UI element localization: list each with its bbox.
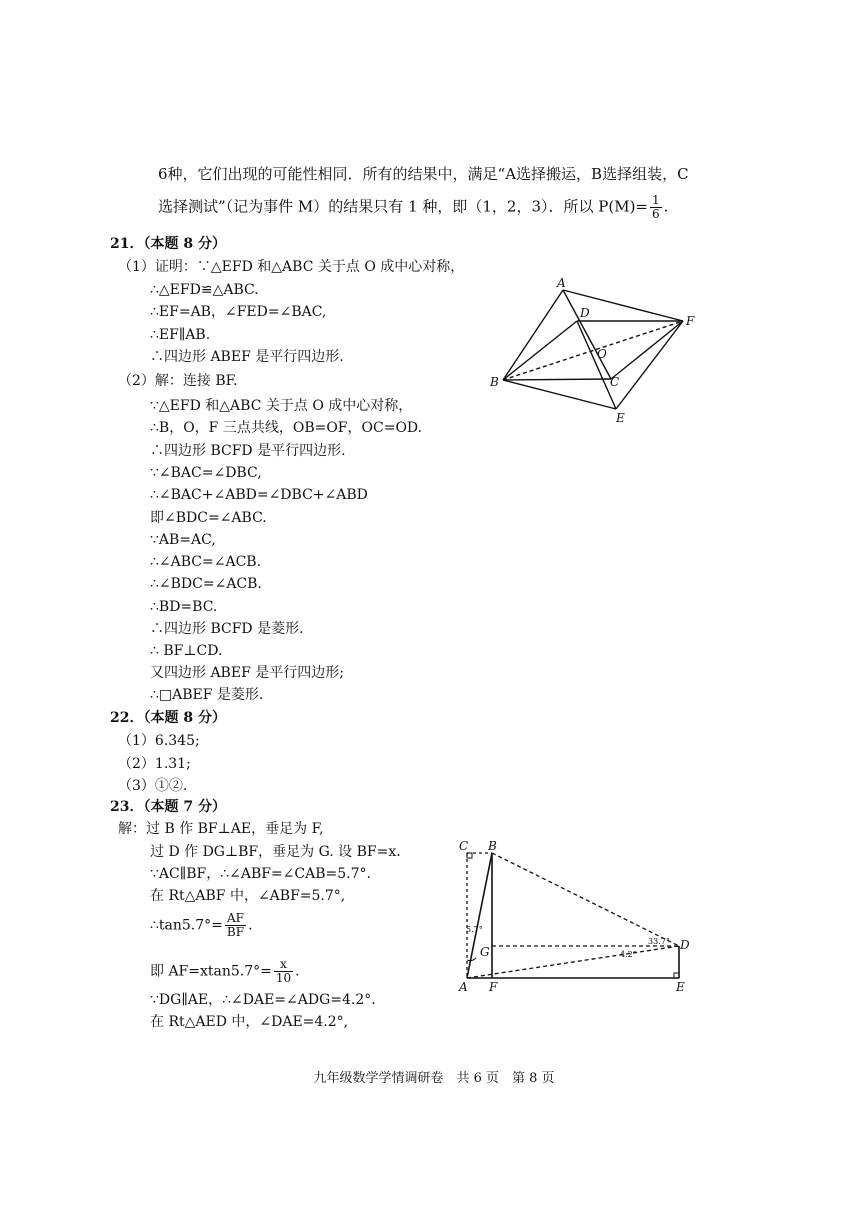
tan-fraction [225,912,246,939]
label-g: G [480,945,490,959]
segment-ad-dashed [467,946,679,978]
q21-line: （2）解：连接 BF. [118,373,238,389]
q21-header: 21．（本题 8 分） [110,236,226,252]
intro-line-2-text: 选择测试”（记为事件 M）的结果只有 1 种，即（1，2，3）．所以 P(M)= [158,197,649,216]
q23-tan-text: ∴tan5.7°= [150,917,223,934]
right-angle-c [467,853,472,858]
label-a: A [459,980,468,994]
intro-line-2-end: . [663,197,669,216]
fraction-denominator: 10 [275,971,292,985]
segment-ab [503,290,563,380]
q21-geometry-figure [480,270,710,430]
fraction-numerator: 1 [652,193,660,207]
q23-line: 过 D 作 DG⊥BF，垂足为 G. 设 BF=x. [150,844,401,860]
fraction-denominator: BF [226,925,245,939]
label-d: D [680,938,690,952]
q21-line: ∴BD=BC. [150,599,218,615]
q21-line: ∴∠BDC=∠ACB. [150,576,262,592]
af-fraction [274,958,293,985]
segment-bd [503,321,577,380]
q22-header: 22．（本题 8 分） [110,710,226,726]
q23-line-af [150,958,300,985]
q21-line: ∵AB=AC, [150,532,216,548]
fraction-numerator: AF [225,912,246,926]
fraction-denominator: 6 [652,207,660,221]
label-o: O [597,347,607,361]
segment-ab [467,853,492,978]
q22-answer: （1）6.345; [118,733,200,749]
intro-line-2 [158,194,668,221]
segment-bf-dashed [503,321,683,380]
segment-ef [616,321,683,409]
segment-cf [611,321,683,379]
q23-header: 23．（本题 7 分） [110,799,226,815]
q23-geometry-figure [450,832,700,997]
q22-answer: （3）①②. [118,778,188,794]
segment-be [503,380,616,409]
label-e: E [676,980,685,994]
q21-line: ∴△EFD≌△ABC. [150,282,259,298]
segment-bd-dashed [492,853,679,946]
q21-line: （1）证明：∵△EFD 和△ABC 关于点 O 成中心对称， [118,259,465,275]
label-b: B [488,839,497,853]
q23-line-tan [150,912,253,939]
q23-line: 在 Rt△ABF 中，∠ABF=5.7°, [150,888,346,904]
q21-line: ∴EF∥AB. [150,327,211,343]
q21-line: ∴∠ABC=∠ACB. [150,554,262,570]
q21-line: ∴□ABEF 是菱形. [150,687,264,703]
q21-line: 即∠BDC=∠ABC. [150,510,267,526]
q23-line: 解：过 B 作 BF⊥AE，垂足为 F, [118,821,324,837]
intro-line-1: 6种，它们出现的可能性相同．所有的结果中，满足“A选择搬运，B选择组装，C [158,165,689,183]
q21-line: ∴四边形 BCFD 是平行四边形. [150,443,346,459]
q21-line: ∴EF=AB，∠FED=∠BAC, [150,304,327,320]
q21-line: ∴B，O，F 三点共线，OB=OF，OC=OD. [150,420,423,436]
page-footer: 九年级数学学情调研卷 共 6 页 第 8 页 [313,1071,555,1086]
probability-fraction [650,194,662,221]
label-f: F [686,314,695,328]
q23-tan-end: . [248,917,253,934]
segment-ac [563,290,611,379]
angle-label-4-2: 4.2° [620,950,637,959]
label-c: C [459,839,469,853]
label-a: A [557,276,566,290]
q21-line: ∴四边形 ABEF 是平行四边形. [150,349,344,365]
label-c: C [610,375,620,389]
label-e: E [616,411,625,425]
q23-line: ∵DG∥AE，∴∠DAE=∠ADG=4.2°. [150,992,376,1008]
q21-line: ∵△EFD 和△ABC 关于点 O 成中心对称， [150,398,413,414]
angle-label-33-7: 33.7° [648,937,670,946]
label-f: F [489,980,498,994]
q21-line: 又四边形 ABEF 是平行四边形; [150,665,344,681]
label-b: B [490,375,499,389]
angle-label-5-7: 5.7° [466,925,483,934]
q21-line: ∴∠BAC+∠ABD=∠DBC+∠ABD [150,487,368,503]
q23-line: 在 Rt△AED 中，∠DAE=4.2°, [150,1014,349,1030]
segment-bc [503,379,611,380]
q23-af-end: . [295,963,300,980]
fraction-numerator: x [274,958,293,972]
q22-answer: （2）1.31; [118,756,191,772]
q21-line: ∴四边形 BCFD 是菱形. [150,621,304,637]
q21-line: ∵∠BAC=∠DBC, [150,465,262,481]
label-d: D [580,306,590,320]
q23-af-text: 即 AF=xtan5.7°= [150,963,272,980]
segment-de [577,321,616,409]
q23-line: ∵AC∥BF，∴∠ABF=∠CAB=5.7°. [150,866,371,882]
q21-line: ∴ BF⊥CD. [150,643,223,659]
